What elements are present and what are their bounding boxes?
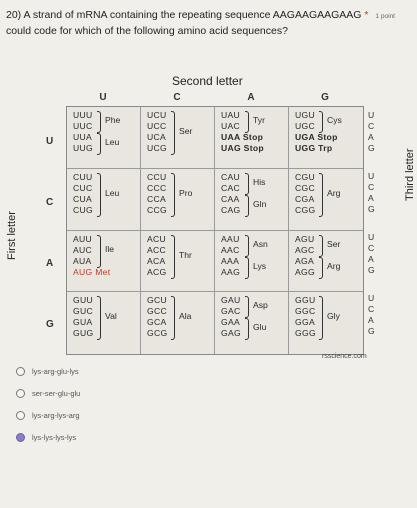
codon: CUG [73,204,93,215]
codon: UGA Stop [295,132,338,142]
third-letter-column [368,293,375,337]
row-header-g: G [46,319,54,330]
codon: GGU [295,295,316,306]
question-line1: A strand of mRNA containing the repeating sequence AAGAAGAAGAAG [23,9,362,21]
codon: GUC [73,306,93,317]
third-letter: C [368,121,375,131]
column-header-c: C [173,92,181,103]
codon-cell [215,231,289,293]
first-letter-label: First letter [6,211,18,260]
codon: ACU [147,233,167,244]
codon: CGU [295,171,315,182]
third-letter: A [368,132,374,142]
codon-cell [215,169,289,231]
third-letter-column [368,110,375,154]
question-line2: could code for which of the following amino acid sequences? [6,25,288,37]
codon: AGC [295,244,315,255]
option-4[interactable] [16,428,196,446]
codon: AGA [295,255,315,266]
codon-cell [289,292,363,354]
bracket [319,257,323,279]
codon: AAA [221,255,240,266]
codon: AAC [221,244,240,255]
codon: UGC [295,121,315,131]
amino-acid-label: Gln [253,198,267,209]
row-header-c: C [46,197,54,208]
codon: GGC [295,306,316,317]
codon: GUA [73,317,93,328]
bracket [97,111,101,133]
bracket [97,133,101,155]
codon: UCG [147,143,167,153]
amino-acid-label: Glu [253,322,267,333]
codon: ACA [147,255,166,266]
third-letter: U [368,171,375,181]
amino-acid-label: Lys [253,260,267,271]
option-label: ser-ser-glu-glu [32,388,81,398]
bracket [171,111,175,155]
third-letter-column [368,232,375,276]
codon: GGA [295,317,316,328]
third-letter: A [368,193,374,203]
option-label: lys-arg-lys-arg [32,410,80,420]
row-header-a: A [46,258,54,269]
codon: AGU [295,233,315,244]
bracket [97,296,101,340]
points-label: 1 point [375,13,395,20]
codon: CAU [221,171,241,182]
bracket [245,195,249,217]
option-3[interactable] [16,406,196,424]
codon: CCU [147,171,167,182]
column-header-u: U [99,92,107,103]
amino-acid-label: Asn [253,238,268,249]
codon-cell [141,107,215,169]
codon: GAC [221,306,241,317]
bracket [245,111,249,133]
amino-acid-label: Arg [327,187,341,198]
codon: GAU [221,295,241,306]
bracket [319,111,323,133]
codon: CCC [147,182,167,193]
amino-acid-label: Thr [179,249,192,260]
amino-acid-label: Ser [327,238,341,249]
column-header-g: G [321,92,329,103]
third-letter: G [368,265,375,275]
codon-cell [289,231,363,293]
radio-button-selected[interactable] [16,433,25,442]
radio-button[interactable] [16,367,25,376]
third-letter-label: Third letter [404,148,416,201]
amino-acid-label: Ser [179,126,193,136]
codon: GCA [147,317,167,328]
bracket [319,296,323,340]
amino-acid-label: Gly [327,311,340,322]
third-letter: G [368,143,375,153]
bracket [97,235,101,268]
codon: UUC [73,121,93,131]
amino-acid-label: Arg [327,260,341,271]
amino-acid-label: Pro [179,187,193,198]
codon: UUU [73,110,93,120]
third-letter-column [368,171,375,215]
third-letter: G [368,204,375,214]
codon: ACC [147,244,167,255]
codon: CAC [221,182,241,193]
amino-acid-label: His [253,176,266,187]
codon: CUA [73,193,93,204]
third-letter: A [368,315,374,325]
third-letter: C [368,182,375,192]
codon: GUG [73,328,94,339]
codon: CUU [73,171,93,182]
codon: AAG [221,266,241,277]
bracket [319,173,323,217]
codon: CGC [295,182,315,193]
third-letter: A [368,254,374,264]
codon: CUC [73,182,93,193]
codon-cell [141,231,215,293]
codon: GGG [295,328,316,339]
bracket [171,173,175,217]
bracket [245,235,249,257]
required-mark: * [364,9,369,21]
codon: CCA [147,193,167,204]
codon: UCC [147,121,167,131]
bracket [171,235,175,279]
codon: CGA [295,193,315,204]
codon: UAA Stop [221,132,264,142]
question-text [6,8,411,39]
amino-acid-label: Leu [105,187,120,198]
codon: AUG Met [73,266,111,277]
radio-button[interactable] [16,411,25,420]
codon: ACG [147,266,167,277]
codon-cell [67,292,141,354]
source-credit: rsscience.com [322,353,367,360]
codon: UUG [73,143,93,153]
codon-cell [67,107,141,169]
third-letter: U [368,232,375,242]
codon: UGG Trp [295,143,333,153]
codon: AUU [73,233,93,244]
option-2[interactable] [16,384,196,402]
amino-acid-label: Cys [327,115,342,125]
row-header-u: U [46,136,54,147]
codon: GUU [73,295,93,306]
amino-acid-label: Ile [105,244,115,254]
codon: UCU [147,110,167,120]
third-letter: U [368,110,375,120]
codon: CAG [221,204,241,215]
codon-cell [67,231,141,293]
third-letter: C [368,243,375,253]
codon: AAU [221,233,240,244]
codon: GCC [147,306,167,317]
third-letter: C [368,304,375,314]
codon: AGG [295,266,316,277]
radio-button[interactable] [16,389,25,398]
column-header-a: A [247,92,255,103]
codon: UUA [73,132,93,142]
third-letter: G [368,326,375,336]
option-label: lys-lys-lys-lys [32,432,77,442]
codon: CGG [295,204,316,215]
second-letter-title: Second letter [172,74,243,88]
amino-acid-label: Tyr [253,115,265,125]
codon: GAG [221,328,242,339]
codon: AUC [73,244,93,255]
codon-cell [141,292,215,354]
amino-acid-label: Ala [179,311,192,322]
codon-table [66,106,364,355]
codon: GAA [221,317,241,328]
bracket [171,296,175,340]
codon: UCA [147,132,167,142]
third-letter: U [368,293,375,303]
codon: CAA [221,193,240,204]
codon: GCU [147,295,167,306]
question-number: 20) [6,9,22,21]
bracket [319,235,323,257]
codon-cell [67,169,141,231]
codon-cell [215,107,289,169]
option-label: lys-arg-glu-lys [32,366,79,376]
bracket [245,318,249,340]
bracket [245,257,249,279]
bracket [245,296,249,318]
amino-acid-label: Phe [105,115,121,125]
codon-cell [215,292,289,354]
amino-acid-label: Val [105,311,117,322]
amino-acid-label: Leu [105,137,120,147]
option-1[interactable] [16,362,196,380]
bracket [97,173,101,217]
codon: GCG [147,328,168,339]
codon: CCG [147,204,167,215]
codon-cell [141,169,215,231]
amino-acid-label: Asp [253,300,268,311]
bracket [245,173,249,195]
codon: AUA [73,255,92,266]
codon: UAG Stop [221,143,264,153]
codon: UAU [221,110,241,120]
codon-cell [289,107,363,169]
codon: UAC [221,121,241,131]
codon: UGU [295,110,315,120]
codon-cell [289,169,363,231]
